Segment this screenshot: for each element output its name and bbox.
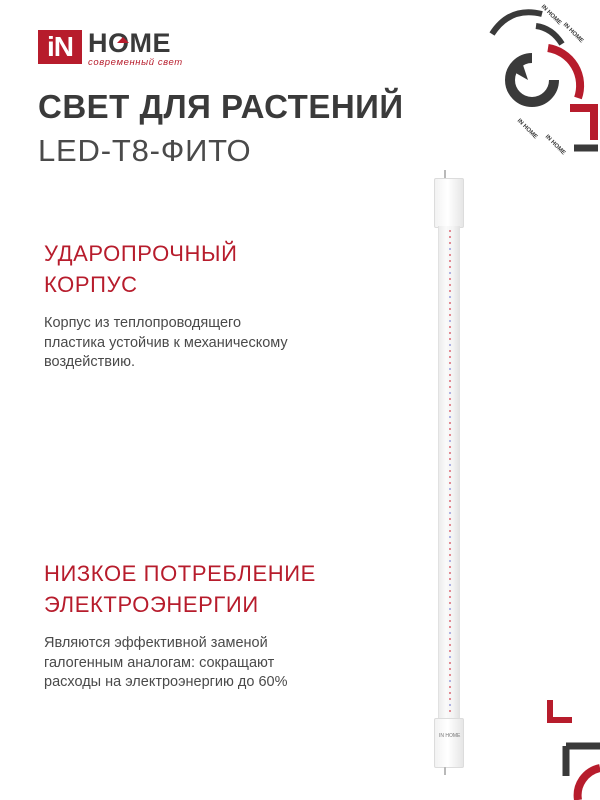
led-dot — [449, 260, 451, 262]
logo-roof-icon — [117, 37, 129, 43]
led-dot — [449, 344, 451, 346]
led-dot — [449, 584, 451, 586]
deco-red-arc-icon — [578, 768, 600, 800]
led-dot — [449, 398, 451, 400]
led-tube-image — [430, 170, 470, 775]
led-dot — [449, 452, 451, 454]
bottom-right-decoration — [520, 690, 600, 800]
feature-description — [44, 314, 374, 373]
logo-tagline: современный свет — [88, 57, 183, 68]
feature-desc-line: Корпус из теплопроводящего — [44, 315, 242, 331]
logo-in-box: iN — [38, 30, 82, 64]
brand-logo — [38, 30, 188, 70]
page-subtitle: LED-T8-ФИТО — [38, 133, 252, 168]
led-dot — [449, 272, 451, 274]
led-dot — [449, 440, 451, 442]
led-dot — [449, 386, 451, 388]
led-dot — [449, 470, 451, 472]
led-dot — [449, 380, 451, 382]
led-dot — [449, 428, 451, 430]
deco-loop-icon — [510, 58, 554, 102]
led-dot — [449, 500, 451, 502]
led-dot — [449, 542, 451, 544]
led-dot — [449, 458, 451, 460]
led-dot — [449, 434, 451, 436]
feature-low-consumption — [44, 558, 374, 693]
led-dot — [449, 338, 451, 340]
led-dot — [449, 374, 451, 376]
led-dot — [449, 518, 451, 520]
led-dot — [449, 524, 451, 526]
led-dot — [449, 350, 451, 352]
led-dot — [449, 644, 451, 646]
deco-arc-icon — [536, 26, 562, 44]
feature-heading — [44, 238, 374, 300]
led-dot — [449, 476, 451, 478]
led-dot — [449, 242, 451, 244]
feature-heading — [44, 558, 374, 620]
deco-brand-text: IN HOME — [543, 134, 567, 157]
led-dot — [449, 530, 451, 532]
led-dot — [449, 416, 451, 418]
deco-brand-text: IN HOME — [539, 4, 563, 27]
led-dot — [449, 626, 451, 628]
led-dot — [449, 590, 451, 592]
led-dot — [449, 662, 451, 664]
feature-heading-line: ЭЛЕКТРОЭНЕРГИИ — [44, 592, 259, 617]
tube-cap-top — [434, 178, 464, 228]
led-dot — [449, 404, 451, 406]
led-dot — [449, 290, 451, 292]
led-dot — [449, 566, 451, 568]
led-dot — [449, 698, 451, 700]
led-dot — [449, 602, 451, 604]
deco-arc-icon — [492, 12, 542, 34]
feature-heading-line: КОРПУС — [44, 272, 138, 297]
led-dot — [449, 464, 451, 466]
led-dot — [449, 710, 451, 712]
led-dot — [449, 446, 451, 448]
led-dot — [449, 674, 451, 676]
led-dot — [449, 482, 451, 484]
led-dot — [449, 488, 451, 490]
led-dot — [449, 248, 451, 250]
led-dot — [449, 632, 451, 634]
led-dot — [449, 548, 451, 550]
led-dot — [449, 266, 451, 268]
led-dot — [449, 320, 451, 322]
feature-desc-line: галогенным аналогам: сокращают — [44, 654, 275, 671]
deco-red-corner-icon — [570, 108, 594, 140]
led-dot — [449, 278, 451, 280]
led-dot — [449, 506, 451, 508]
led-dot — [449, 572, 451, 574]
led-dot — [449, 236, 451, 238]
tube-cap-bottom — [434, 718, 464, 768]
led-dot — [449, 392, 451, 394]
feature-description — [44, 634, 374, 693]
tube-cap-label: IN HOME — [439, 733, 461, 739]
led-dot — [449, 578, 451, 580]
led-dot — [449, 692, 451, 694]
led-dot — [449, 656, 451, 658]
deco-red-corner-icon — [550, 700, 572, 720]
led-dot — [449, 302, 451, 304]
tube-pin-top — [444, 170, 446, 178]
feature-desc-line: воздействию. — [44, 354, 135, 370]
led-dot — [449, 410, 451, 412]
page-title: СВЕТ ДЛЯ РАСТЕНИЙ — [38, 88, 404, 125]
led-dot — [449, 704, 451, 706]
feature-heading-line: НИЗКОЕ ПОТРЕБЛЕНИЕ — [44, 561, 316, 586]
led-dot — [449, 356, 451, 358]
led-dot — [449, 254, 451, 256]
tube-pin-bottom — [444, 767, 446, 775]
led-dot — [449, 554, 451, 556]
led-dot — [449, 230, 451, 232]
led-dot — [449, 608, 451, 610]
feature-desc-line: Являются эффективной заменой — [44, 635, 268, 651]
tube-body — [438, 226, 460, 718]
led-dot — [449, 680, 451, 682]
feature-impact-resistant — [44, 238, 374, 373]
led-dot — [449, 494, 451, 496]
led-dot — [449, 368, 451, 370]
deco-brand-text: IN HOME — [561, 22, 585, 45]
led-dot — [449, 668, 451, 670]
led-dot — [449, 422, 451, 424]
led-dot — [449, 560, 451, 562]
led-dot — [449, 512, 451, 514]
led-dot — [449, 650, 451, 652]
led-dot — [449, 686, 451, 688]
led-dot — [449, 332, 451, 334]
deco-brand-text: IN HOME — [515, 118, 539, 141]
feature-heading-line: УДАРОПРОЧНЫЙ — [44, 241, 238, 266]
top-right-decoration — [470, 0, 600, 165]
feature-desc-line: пластика устойчив к механическому — [44, 334, 288, 351]
feature-desc-line: расходы на электроэнергию до 60% — [44, 674, 288, 690]
led-dot — [449, 596, 451, 598]
led-dot — [449, 536, 451, 538]
led-dot — [449, 284, 451, 286]
led-dot — [449, 314, 451, 316]
led-dot — [449, 308, 451, 310]
led-dot — [449, 296, 451, 298]
led-dot — [449, 326, 451, 328]
led-dot — [449, 362, 451, 364]
logo-home-text: HOME — [88, 28, 171, 58]
led-dot — [449, 620, 451, 622]
led-dot — [449, 638, 451, 640]
led-dot — [449, 614, 451, 616]
